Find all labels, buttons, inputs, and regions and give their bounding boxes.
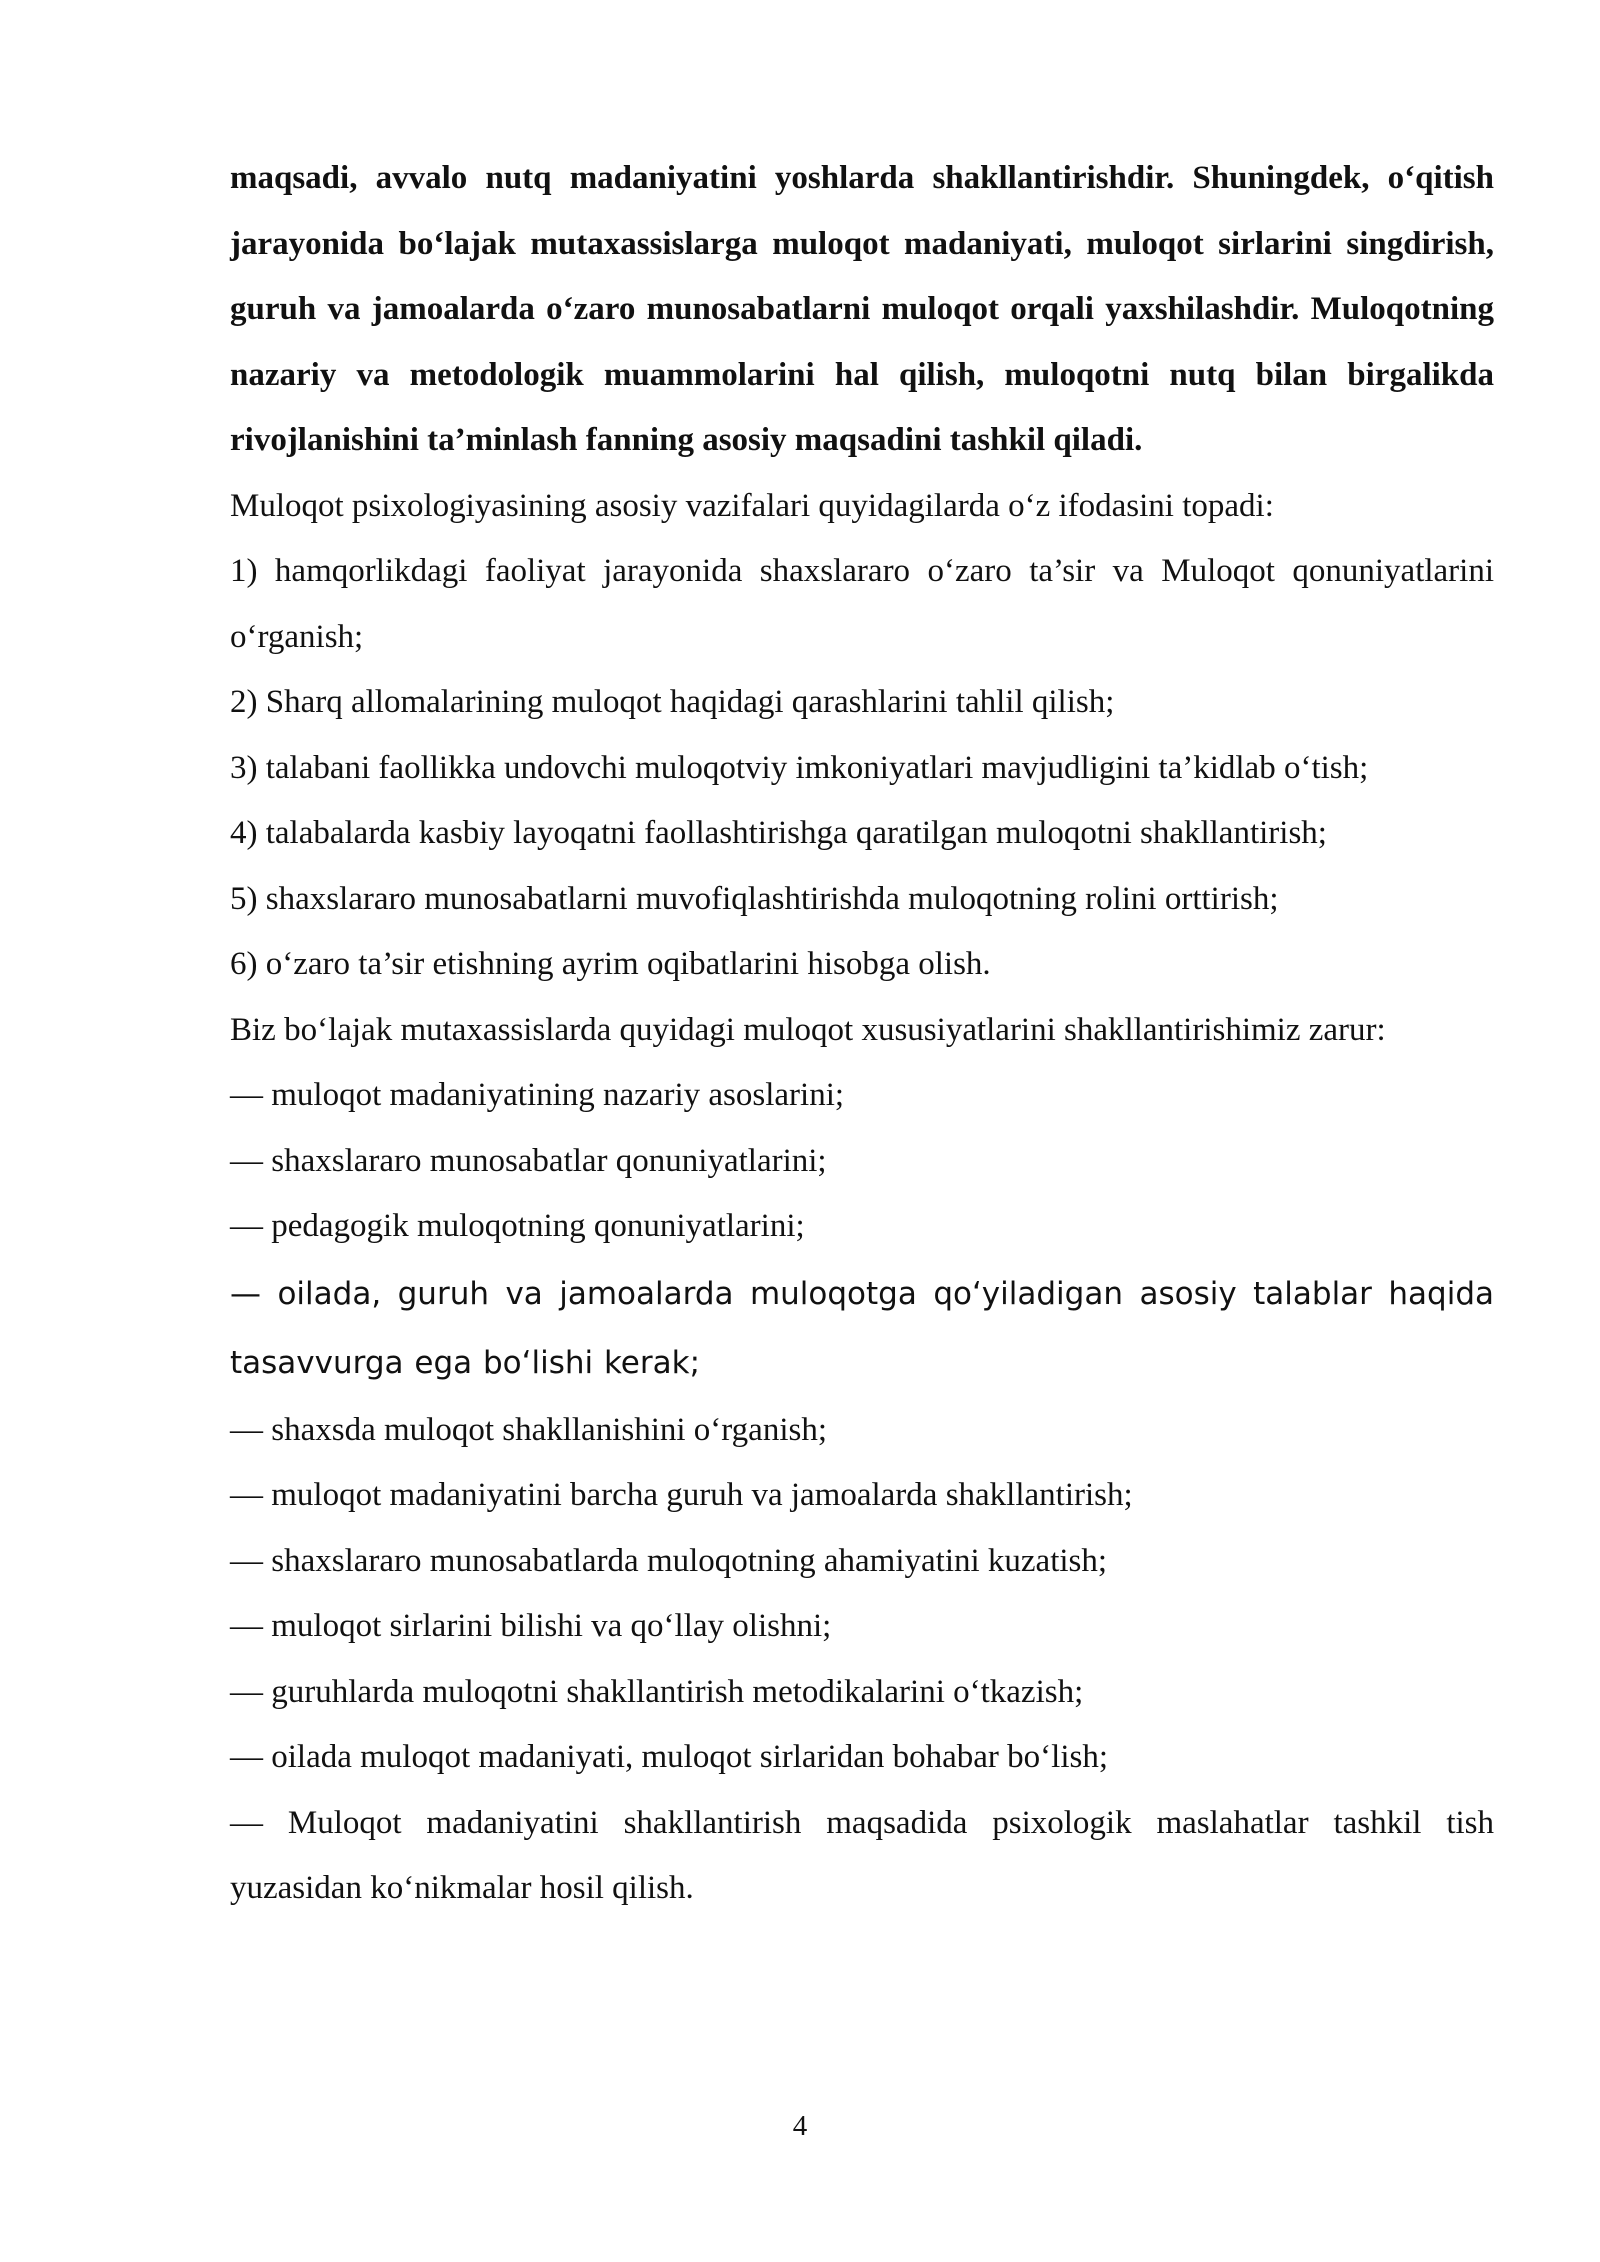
feature-item: — oilada muloqot madaniyati, muloqot sirlaridan bohabar bo‘lish; <box>230 1739 1108 1775</box>
task-item-2: 2) Sharq allomalarining muloqot haqidagi qarashlarini tahlil qilish; <box>230 684 1115 720</box>
feature-item: — pedagogik muloqotning qonuniyatlarini; <box>230 1208 805 1244</box>
feature-item: — shaxslararo munosabatlar qonuniyatlarini; <box>230 1142 827 1179</box>
tasks-intro: Muloqot psixologiyasining asosiy vazifalari quyidagilarda o‘z ifodasini topadi: <box>230 487 1274 524</box>
task-item-4: 4) talabalarda kasbiy layoqatni faollashtirishga qaratilgan muloqotni shakllantirish; <box>230 815 1327 851</box>
page-body <box>230 146 1494 1922</box>
feature-item: — muloqot madaniyatining nazariy asoslarini; <box>230 1077 845 1113</box>
task-item-1: 1) hamqorlikdagi faoliyat jarayonida shaxslararo o‘zaro ta’sir va Muloqot qonuniyatlarini o‘rganish; <box>230 553 1494 655</box>
feature-item: — guruhlarda muloqotni shakllantirish metodikalarini o‘tkazish; <box>230 1673 1084 1710</box>
feature-item-sans: — oilada, guruh va jamoalarda muloqotga qo‘yiladigan asosiy talablar haqida tasavvurga ega bo‘lishi kerak; <box>230 1275 1494 1381</box>
page-number: 4 <box>792 2110 808 2142</box>
features-intro: Biz bo‘lajak mutaxassislarda quyidagi muloqot xususiyatlarini shakllantirishimiz zarur: <box>230 1011 1386 1048</box>
feature-item: — muloqot sirlarini bilishi va qo‘llay olishni; <box>230 1608 832 1644</box>
task-item-6: 6) o‘zaro ta’sir etishning ayrim oqibatlarini hisobga olish. <box>230 946 991 982</box>
feature-item: — muloqot madaniyatini barcha guruh va jamoalarda shakllantirish; <box>230 1477 1133 1513</box>
feature-item: — Muloqot madaniyatini shakllantirish maqsadida psixologik maslahatlar tashkil tish yuzasidan ko‘nikmalar hosil qilish. <box>230 1804 1494 1906</box>
feature-item: — shaxsda muloqot shakllanishini o‘rganish; <box>230 1411 828 1448</box>
task-item-5: 5) shaxslararo munosabatlarni muvofiqlashtirishda muloqotning rolini orttirish; <box>230 880 1279 917</box>
feature-item: — shaxslararo munosabatlarda muloqotning ahamiyatini kuzatish; <box>230 1542 1108 1579</box>
task-item-3: 3) talabani faollikka undovchi muloqotviy imkoniyatlari mavjudligini ta’kidlab o‘tish; <box>230 749 1369 786</box>
intro-paragraph: maqsadi, avvalo nutq madaniyatini yoshlarda shakllantirishdir. Shuningdek, o‘qitish jarayonida bo‘lajak mutaxassislarga muloqot madaniyati, muloqot sirlarini singdirish, guruh va jamoalarda o‘zaro munosabatlarni muloqot orqali yaxshilashdir. Muloqotning nazariy va metodologik muammolarini hal qilish, muloqotni nutq bilan birgalikda rivojlanishini ta’minlash fanning asosiy maqsadini tashkil qiladi. <box>230 160 1494 458</box>
